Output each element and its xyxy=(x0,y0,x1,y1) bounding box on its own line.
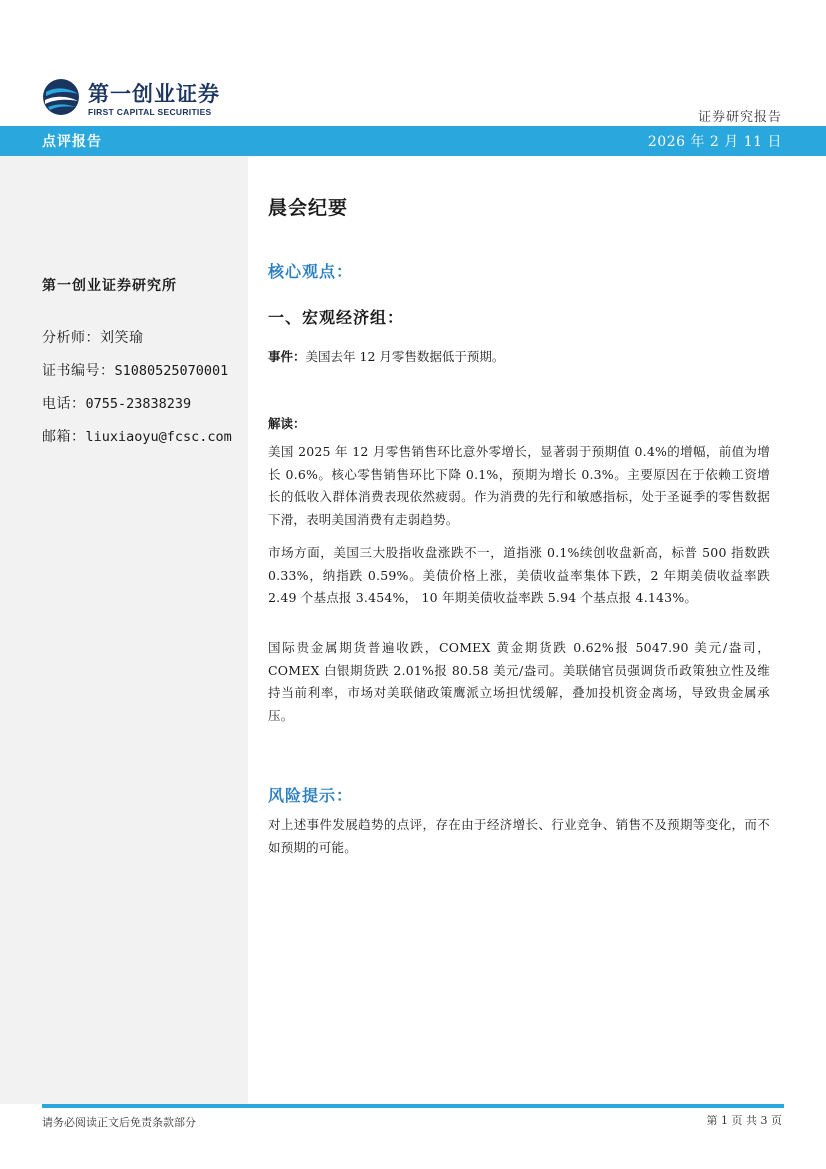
phone-row xyxy=(42,393,191,413)
event-label: 事件： xyxy=(268,349,306,364)
phone-value: 0755-23838239 xyxy=(85,396,192,412)
cert-label: 证书编号： xyxy=(42,363,115,379)
page-number: 第 1 页 共 3 页 xyxy=(706,1114,782,1127)
institute-name: 第一创业证券研究所 xyxy=(42,278,177,294)
email-value[interactable]: liuxiaoyu@fcsc.com xyxy=(85,429,232,445)
analyst-row xyxy=(42,327,144,347)
core-heading: 核心观点： xyxy=(268,262,354,281)
reading-line xyxy=(268,414,306,432)
analyst-label: 分析师： xyxy=(42,330,100,346)
email-row xyxy=(42,426,232,446)
header-banner xyxy=(0,126,826,156)
event-text: 美国去年 12 月零售数据低于预期。 xyxy=(305,349,505,364)
page-title: 晨会纪要 xyxy=(268,197,349,219)
paragraph-metals: 国际贵金属期货普遍收跌，COMEX 黄金期货跌 0.62%报 5047.90 美元/盎司，COMEX 白银期货跌 2.01%报 80.58 美元/盎司。美联储官员强调货币政策独立性及维持当前利率，市场对美联储政策鹰派立场担忧缓解，叠加投机资金离场，导致贵金属承压。 xyxy=(268,640,770,724)
risk-heading: 风险提示： xyxy=(268,786,354,805)
company-logo xyxy=(42,78,242,122)
analyst-name: 刘笑瑜 xyxy=(100,330,144,346)
paragraph-retail: 美国 2025 年 12 月零售销售环比意外零增长，显著弱于预期值 0.4%的增幅，前值为增长 0.6%。核心零售销售环比下降 0.1%，预期为增长 0.3%。主要原因在于依赖工资增长的低收入群体消费表现依然疲弱。作为消费的先行和敏感指标，处于圣诞季的零售数据下滑，表明美国消费有走弱趋势。 xyxy=(268,444,770,528)
reading-label: 解读： xyxy=(268,416,306,431)
event-line xyxy=(268,347,504,365)
cert-value: S1080525070001 xyxy=(114,363,229,379)
paragraph-markets: 市场方面，美国三大股指收盘涨跌不一，道指涨 0.1%续创收盘新高，标普 500 指数跌 0.33%，纳指跌 0.59%。美债价格上涨，美债收益率集体下跌，2 年期美债收益率跌 2.49 个基点报 3.454%， 10 年期美债收益率跌 5.94 个基点报 4.143%。 xyxy=(268,545,770,606)
report-date: 2026 年 2 月 11 日 xyxy=(647,134,782,150)
footer-disclaimer: 请务必阅读正文后免责条款部分 xyxy=(42,1116,196,1129)
section-heading-macro: 一、宏观经济组： xyxy=(268,308,405,327)
logo-text-en: FIRST CAPITAL SECURITIES xyxy=(88,107,212,117)
logo-text-cn: 第一创业证券 xyxy=(88,82,220,106)
phone-label: 电话： xyxy=(42,396,86,412)
document-type: 证券研究报告 xyxy=(697,110,782,125)
risk-text: 对上述事件发展趋势的点评，存在由于经济增长、行业竞争、销售不及预期等变化，而不如预期的可能。 xyxy=(268,817,770,855)
email-label: 邮箱： xyxy=(42,429,86,445)
cert-row xyxy=(42,360,228,380)
report-kind: 点评报告 xyxy=(42,134,102,150)
globe-logo-icon xyxy=(42,78,80,116)
sidebar xyxy=(0,156,248,1104)
footer-divider xyxy=(42,1104,784,1108)
